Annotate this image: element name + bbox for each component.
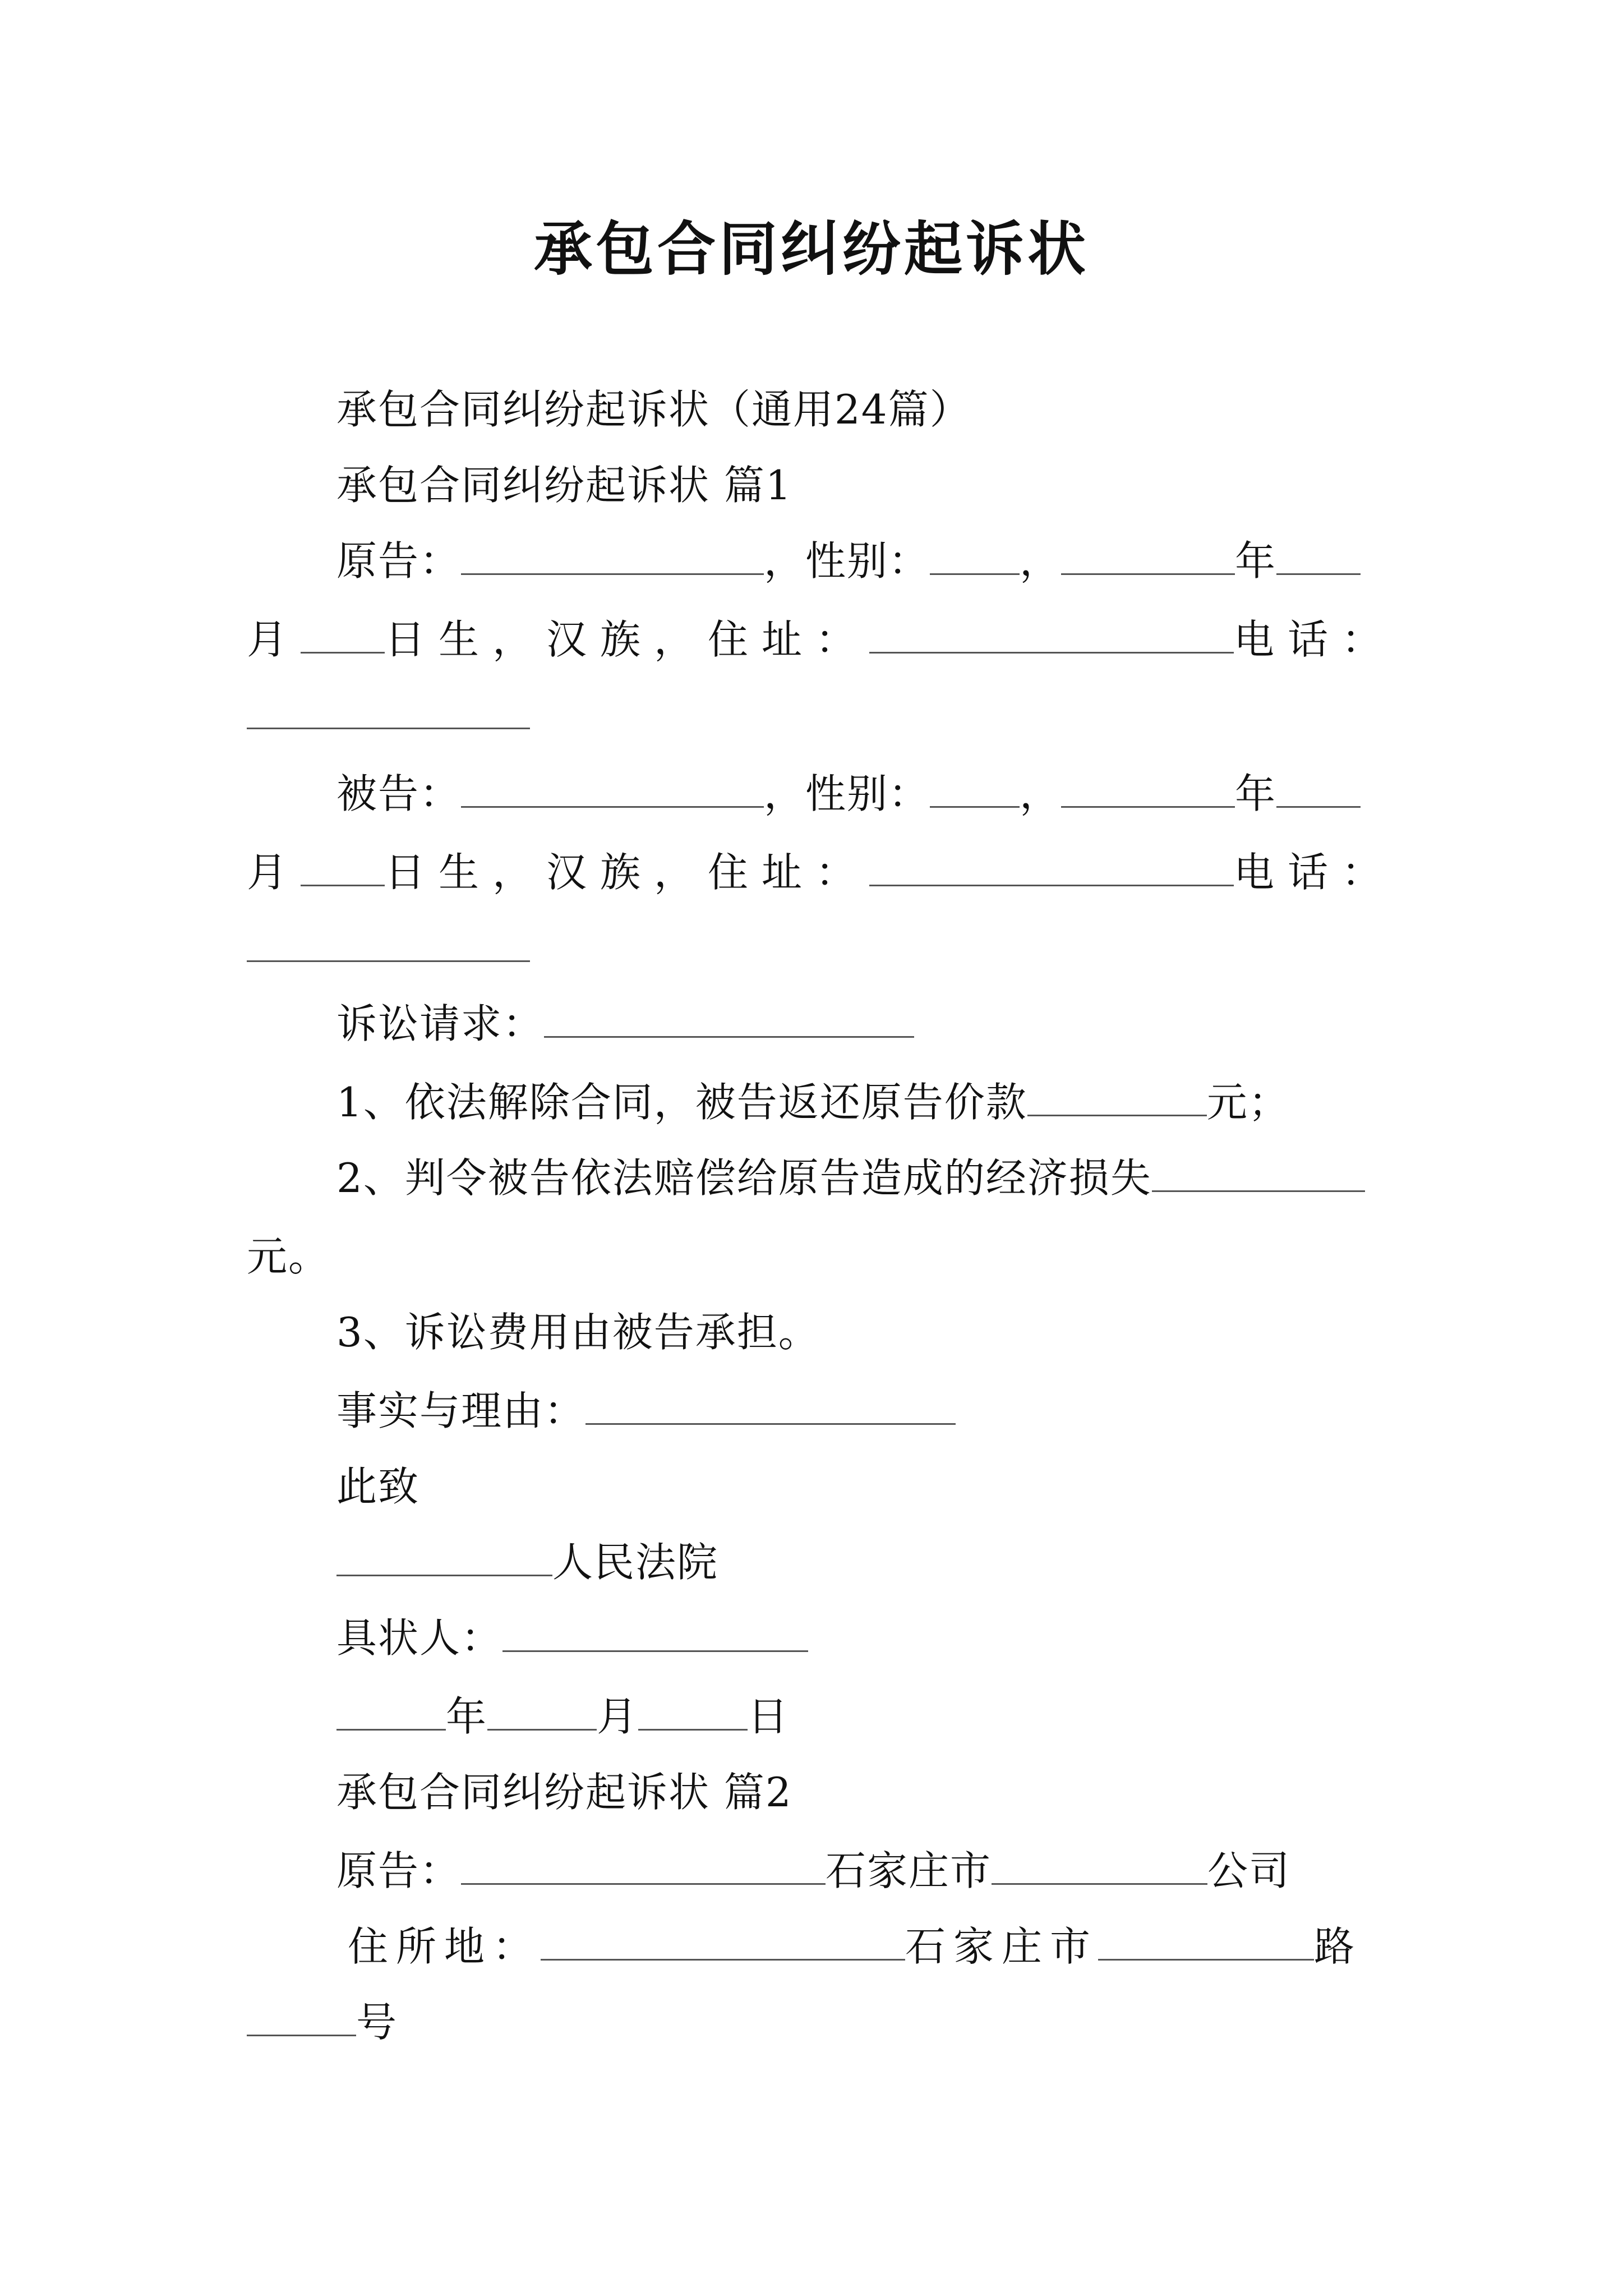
court-line bbox=[336, 1534, 718, 1590]
section2-number: 号 bbox=[356, 1999, 398, 2046]
section1-heading: 承包合同纠纷起诉状 篇1 bbox=[336, 462, 792, 509]
section2-heading: 承包合同纠纷起诉状 篇2 bbox=[336, 1769, 792, 1816]
claim-2 bbox=[336, 1150, 1365, 1206]
month-char: 月 bbox=[247, 616, 301, 663]
salutation: 此致 bbox=[336, 1463, 420, 1510]
section2-company: 公司 bbox=[1207, 1847, 1291, 1894]
phone-label: 电话： bbox=[1234, 616, 1396, 663]
section2-city: 石家庄市 bbox=[826, 1847, 992, 1894]
section2-address-blank[interactable] bbox=[541, 1918, 905, 1961]
gender-blank[interactable] bbox=[930, 766, 1020, 808]
year-char: 年 bbox=[1235, 770, 1277, 817]
plaintiff-label: 原告： bbox=[336, 537, 462, 585]
birth-month-blank-a[interactable] bbox=[1276, 766, 1361, 808]
claim-2-text: 2、判令被告依法赔偿给原告造成的经济损失 bbox=[336, 1154, 1152, 1202]
plaintiff-phone-blank[interactable] bbox=[247, 687, 530, 729]
address-blank[interactable] bbox=[869, 844, 1234, 886]
section2-address-city: 石家庄市 bbox=[905, 1923, 1099, 1970]
claims-blank[interactable] bbox=[544, 996, 914, 1038]
section2-road: 路 bbox=[1314, 1923, 1363, 1970]
defendant-label: 被告： bbox=[336, 770, 462, 817]
document-subtitle: 承包合同纠纷起诉状（通用24篇） bbox=[336, 386, 971, 433]
gender-label: ，性别： bbox=[764, 537, 930, 585]
date-day: 日 bbox=[748, 1693, 790, 1740]
defendant-line-3 bbox=[247, 920, 530, 976]
date-line bbox=[336, 1688, 789, 1745]
claim-1 bbox=[336, 1074, 1290, 1130]
gender-label: ，性别： bbox=[764, 770, 930, 817]
claim-1-text: 1、依法解除合同，被告返还原告价款 bbox=[336, 1079, 1027, 1126]
section2-number-blank[interactable] bbox=[247, 1994, 356, 2036]
claim-2-unit-line bbox=[247, 1228, 330, 1285]
claim-1-amount-blank[interactable] bbox=[1027, 1074, 1207, 1116]
signer-blank[interactable] bbox=[502, 1610, 808, 1652]
month-char: 月 bbox=[247, 849, 301, 896]
defendant-line-1 bbox=[336, 766, 1361, 822]
plaintiff-line-1 bbox=[336, 533, 1361, 589]
claims-label: 诉讼请求： bbox=[336, 1000, 545, 1047]
birth-year-blank[interactable] bbox=[1061, 533, 1235, 575]
birth-day-blank[interactable] bbox=[301, 611, 385, 654]
phone-label: 电话： bbox=[1234, 849, 1396, 896]
born-label: 日生，汉族，住址： bbox=[385, 616, 870, 663]
claim-1-unit: 元； bbox=[1206, 1079, 1290, 1126]
gender-blank[interactable] bbox=[930, 533, 1020, 575]
defendant-name-blank[interactable] bbox=[461, 766, 764, 808]
birth-day-blank[interactable] bbox=[301, 844, 385, 886]
section2-address-line bbox=[348, 1918, 1362, 1975]
claim-2-unit: 元。 bbox=[247, 1233, 330, 1280]
born-label: 日生，汉族，住址： bbox=[385, 849, 870, 896]
date-month-blank[interactable] bbox=[487, 1688, 597, 1731]
date-year: 年 bbox=[446, 1693, 488, 1740]
year-char: 年 bbox=[1235, 537, 1277, 585]
court-suffix: 人民法院 bbox=[552, 1539, 719, 1586]
signer-label: 具状人： bbox=[336, 1614, 503, 1662]
document-title: 承包合同纠纷起诉状 bbox=[533, 214, 1089, 283]
facts-line bbox=[336, 1383, 956, 1439]
section2-number-line bbox=[247, 1994, 398, 2050]
defendant-line-2 bbox=[247, 844, 1395, 900]
claim-3: 3、诉讼费用由被告承担。 bbox=[336, 1309, 820, 1356]
date-month: 月 bbox=[597, 1693, 639, 1740]
signer-line bbox=[336, 1610, 808, 1666]
date-year-blank[interactable] bbox=[336, 1688, 446, 1731]
section2-plaintiff-blank[interactable] bbox=[461, 1843, 826, 1885]
section2-road-blank[interactable] bbox=[1098, 1918, 1314, 1961]
date-day-blank[interactable] bbox=[638, 1688, 748, 1731]
section2-company-blank[interactable] bbox=[992, 1843, 1207, 1885]
plaintiff-line-2 bbox=[247, 611, 1395, 668]
comma: ， bbox=[1020, 770, 1062, 817]
birth-year-blank[interactable] bbox=[1061, 766, 1235, 808]
plaintiff-name-blank[interactable] bbox=[461, 533, 764, 575]
facts-label: 事实与理由： bbox=[336, 1387, 586, 1434]
section2-plaintiff-label: 原告： bbox=[336, 1847, 462, 1894]
defendant-phone-blank[interactable] bbox=[247, 920, 530, 962]
court-name-blank[interactable] bbox=[336, 1534, 552, 1576]
plaintiff-line-3 bbox=[247, 687, 530, 743]
section2-address-label: 住所地： bbox=[348, 1923, 541, 1970]
claim-2-amount-blank[interactable] bbox=[1152, 1150, 1365, 1192]
claims-line bbox=[336, 996, 914, 1052]
facts-blank[interactable] bbox=[585, 1383, 956, 1425]
address-blank[interactable] bbox=[869, 611, 1234, 654]
section2-plaintiff-line bbox=[336, 1843, 1290, 1899]
birth-month-blank-a[interactable] bbox=[1276, 533, 1361, 575]
comma: ， bbox=[1020, 537, 1062, 585]
